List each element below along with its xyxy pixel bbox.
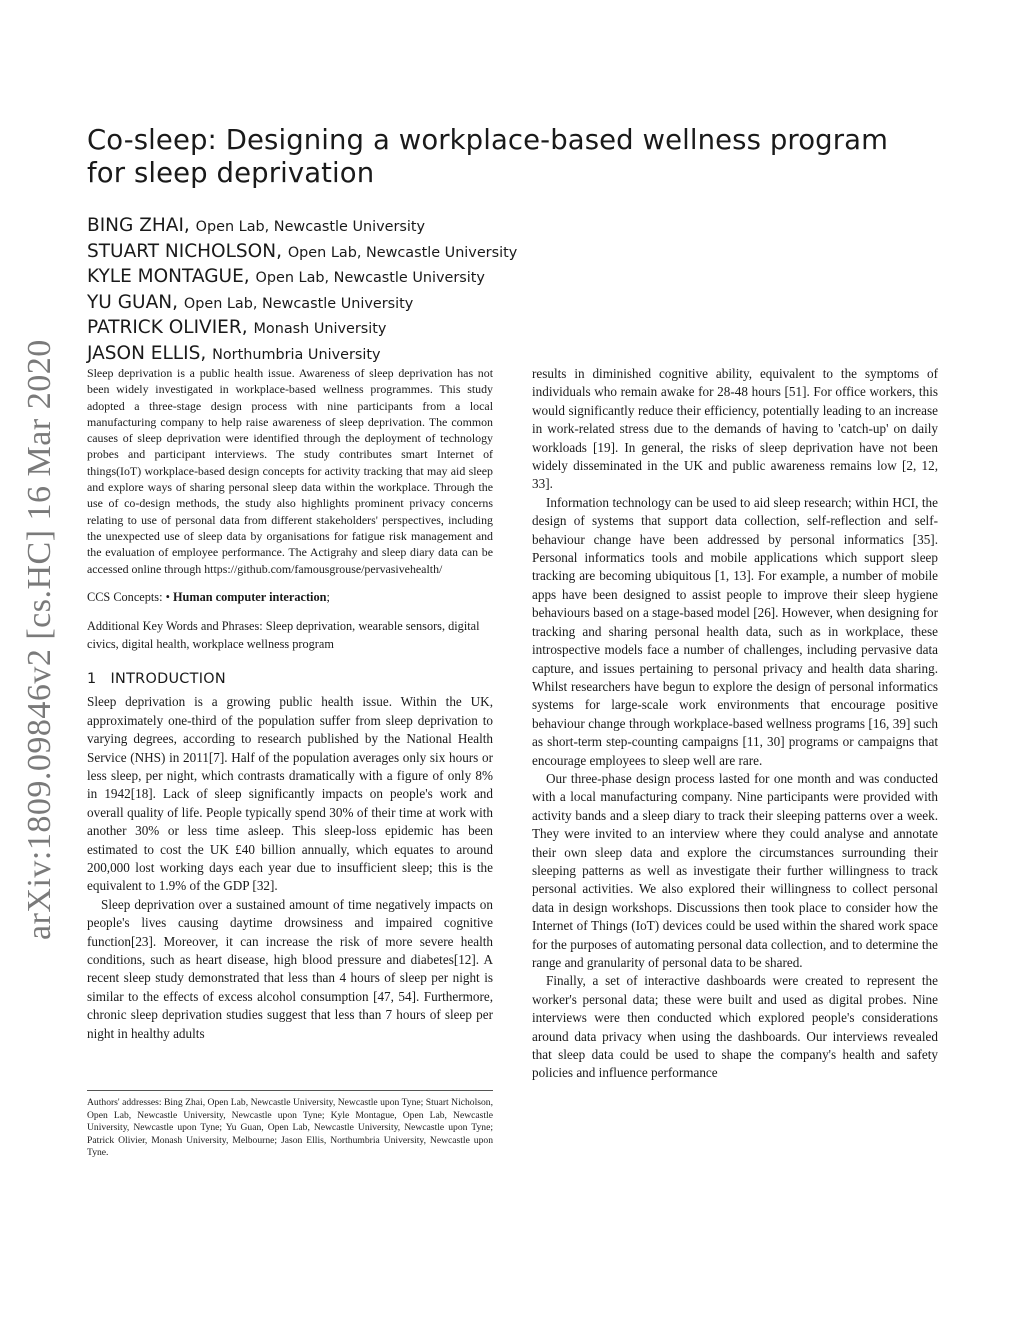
author-affiliation: Open Lab, Newcastle University bbox=[287, 244, 518, 261]
author-entry bbox=[87, 342, 607, 368]
author-name: STUART NICHOLSON, bbox=[87, 240, 282, 262]
author-affiliation: Monash University bbox=[253, 321, 387, 337]
section-heading bbox=[87, 671, 493, 687]
ccs-end: ; bbox=[326, 589, 330, 604]
author-affiliation: Open Lab, Newcastle University bbox=[195, 219, 426, 235]
section-title: INTRODUCTION bbox=[110, 671, 226, 688]
author-entry bbox=[87, 291, 607, 317]
author-entry bbox=[87, 214, 607, 240]
keywords: Additional Key Words and Phrases: Sleep deprivation, wearable sensors, digital civics, digital health, workplace wellness program bbox=[87, 619, 480, 651]
author-entry bbox=[87, 316, 607, 342]
intro-body-right bbox=[532, 365, 938, 1083]
author-name: JASON ELLIS, bbox=[87, 342, 207, 364]
author-name: BING ZHAI, bbox=[87, 215, 190, 236]
author-affiliation: Open Lab, Newcastle University bbox=[255, 270, 485, 286]
author-entry bbox=[87, 240, 607, 266]
author-affiliation: Open Lab, Newcastle University bbox=[183, 295, 414, 312]
author-name: KYLE MONTAGUE, bbox=[87, 266, 250, 287]
paragraph: Information technology can be used to aid sleep research; within HCI, the design of systems that support data collection, self-reflection and self-behaviour change have been addressed by personal informatics [35]. Personal informatics tools and mobile applications which support sleep tracking are becoming ubiquitous [1, 13]. For example, a number of mobile apps have been designed to assist people to improve their sleep hygiene behaviours based on a stage-based model [26]. However, when designing for tracking and sharing personal health data, such as in workplace, these introspective models face a number of challenges, including pervasive data capture, and issues pertaining to personal privacy and health data sharing. Whilst researchers have begun to explore the design of personal informatics systems for large-scale work environments that encourage positive behaviour change through workplace-based wellness programs [16, 39] such as short-term step-counting campaigns [11, 30] programs or campaigns that encourage employees to sleep well are rare. bbox=[532, 494, 938, 768]
paragraph: results in diminished cognitive ability, equivalent to the symptoms of individuals who remain awake for 28-48 hours [51]. For office workers, this would significantly reduce their efficiency, potentially leading to an increase in work-related stress due to the demands of having to 'catch-up' on daily workloads [19]. In general, the risks of sleep deprivation have not been widely disseminated in the UK and public awareness remains low [2, 12, 33]. bbox=[532, 366, 938, 492]
right-column bbox=[532, 365, 938, 1083]
author-addresses-footnote: Authors' addresses: Bing Zhai, Open Lab, Newcastle University, Newcastle upon Tyne; Stuart Nicholson, Open Lab, Newcastle University, Newcastle upon Tyne; Kyle Montague, Open Lab, Newcastle University, Newcastle upon Tyne; Yu Guan, Open Lab, Newcastle University, Newcastle upon Tyne; Patrick Olivier, Monash University, Melbourne; Jason Ellis, Northumbria University, Newcastle upon Tyne. bbox=[87, 1090, 493, 1160]
author-name: YU GUAN, bbox=[87, 291, 178, 313]
arxiv-identifier-stamp: arXiv:1809.09846v2 [cs.HC] 16 Mar 2020 bbox=[21, 339, 58, 940]
paper-title: Co-sleep: Designing a workplace-based wellness program for sleep deprivation bbox=[87, 124, 888, 189]
ccs-label: CCS Concepts: • bbox=[87, 589, 170, 604]
ccs-value: Human computer interaction bbox=[172, 589, 327, 604]
paragraph: Sleep deprivation is a growing public health issue. Within the UK, approximately one-third of the population suffer from sleep deprivation to varying degrees, according to research published by the National Health Service (NHS) in 2011[7]. Half of the population averages only six hours or less sleep, per night, which contrasts dramatically with a figure of only 8% in 1942[18]. Lack of sleep significantly impacts on people's work and overall quality of life. People typically spend 30% of their time at work with another 30% or less time asleep. This sleep-loss epidemic has been estimated to cost the UK £40 billion annually, which equates to around 200,000 lost working days each year due to insufficient sleep; this is the equivalent to 1.9% of the GDP [32]. bbox=[87, 694, 493, 894]
ccs-concepts bbox=[87, 589, 493, 607]
author-name: PATRICK OLIVIER, bbox=[87, 317, 248, 338]
paragraph: Our three-phase design process lasted for one month and was conducted with a local manufacturing company. Nine participants were provided with activity bands and a sleep diary to track their sleeping patterns over a week. They were invited to an interview where they could analyse and annotate their own sleep data and explore the circumstances surrounding their sleeping patterns as well as investigate their further willingness to track personal activities. We also explored their willingness to collect personal data in design workshops. Discussions then took place to consider how the Internet of Things (IoT) devices could be used within the shared work space for the purposes of automating personal data collection, and to determine the range and granularity of personal data to be shared. bbox=[532, 770, 938, 970]
paragraph: Sleep deprivation over a sustained amount of time negatively impacts on people's lives causing daytime drowsiness and impaired cognitive function[23]. Moreover, it can increase the risk of more severe health conditions, such as heart disease, high blood pressure and diabetes[12]. A recent sleep study demonstrated that less than 4 hours of sleep per night is similar to the effects of excess alcohol consumption [47, 54]. Furthermore, chronic sleep deprivation studies suggest that less than 7 hours of sleep per night in healthy adults bbox=[87, 896, 493, 1041]
intro-body-left bbox=[87, 693, 493, 1043]
author-affiliation: Northumbria University bbox=[212, 346, 381, 363]
section-number: 1 bbox=[87, 671, 97, 688]
left-column bbox=[87, 365, 493, 1043]
abstract: Sleep deprivation is a public health issue. Awareness of sleep deprivation has not been widely investigated in workplace-based wellness programmes. This study adopted a three-stage design process with nine participants from a local manufacturing company to help raise awareness of sleep deprivation. The common causes of sleep deprivation were identified through the deployment of technology probes and participant interviews. The study contributes smart Internet of things(IoT) workplace-based design concepts for activity tracking that may aid sleep and explore ways of sharing personal sleep data within the workplace. Through the use of co-design methods, the study also highlights prominent privacy concerns relating to use of personal data from different stakeholders' perspectives, including the unexpected use of sleep data by organisations for fatigue risk management and the evaluation of employee performance. The Actigrahy and sleep diary data can be accessed online through https://github.com/famousgrouse/pervasivehealth/ bbox=[87, 366, 493, 576]
author-list bbox=[87, 214, 607, 367]
paragraph: Finally, a set of interactive dashboards were created to represent the worker's personal data; these were built and used as digital probes. Nine interviews were then conducted which explored people's considerations around data privacy when using the dashboards. Our interviews revealed that sleep data could be used to shape the company's health and safety policies and influence performance bbox=[532, 973, 938, 1081]
author-entry bbox=[87, 265, 607, 291]
